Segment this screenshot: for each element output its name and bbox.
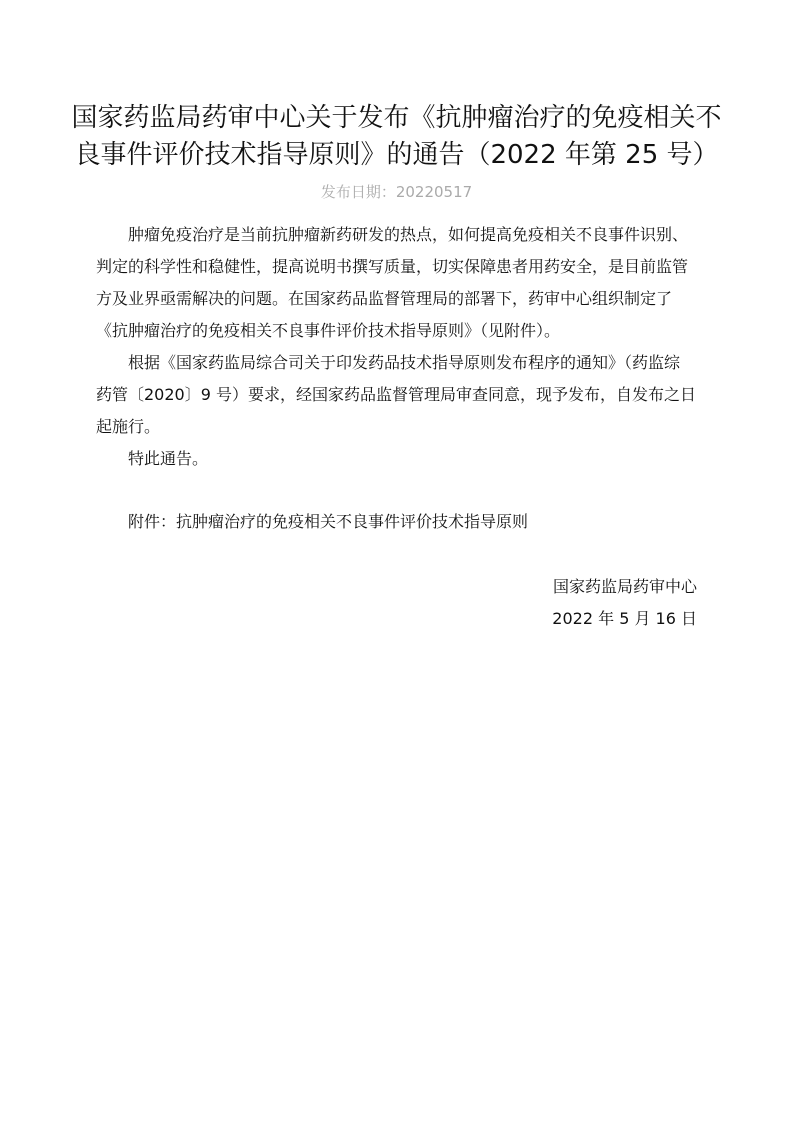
paragraph-3 xyxy=(96,443,701,475)
text-line: 起施行。 xyxy=(96,417,161,436)
signature-date: 2022 年 5 月 16 日 xyxy=(552,609,697,628)
title-line: 良事件评价技术指导原则》的通告（2022 年第 25 号） xyxy=(74,140,719,170)
attachment-line: 附件：抗肿瘤治疗的免疫相关不良事件评价技术指导原则 xyxy=(128,512,529,531)
signature-block xyxy=(552,571,697,635)
text-line: 药管〔2020〕9 号）要求，经国家药品监督管理局审查同意，现予发布，自发布之日 xyxy=(96,385,696,404)
spacer xyxy=(96,475,701,506)
title-line: 国家药监局药审中心关于发布《抗肿瘤治疗的免疫相关不 xyxy=(71,103,722,133)
document-body xyxy=(96,219,701,538)
document-title xyxy=(60,100,733,174)
text-line: 根据《国家药监局综合司关于印发药品技术指导原则发布程序的通知》（药监综 xyxy=(128,353,681,372)
text-line: 方及业界亟需解决的问题。在国家药品监督管理局的部署下，药审中心组织制定了 xyxy=(96,289,673,308)
text-line: 特此通告。 xyxy=(128,449,209,468)
text-line: 《抗肿瘤治疗的免疫相关不良事件评价技术指导原则》（见附件）。 xyxy=(96,321,561,340)
text-line: 肿瘤免疫治疗是当前抗肿瘤新药研发的热点，如何提高免疫相关不良事件识别、 xyxy=(128,225,689,244)
publish-date: 发布日期：20220517 xyxy=(320,183,473,201)
paragraph-2 xyxy=(96,347,701,443)
paragraph-1 xyxy=(96,219,701,347)
text-line: 判定的科学性和稳健性，提高说明书撰写质量，切实保障患者用药安全，是目前监管 xyxy=(96,257,689,276)
signature-org: 国家药监局药审中心 xyxy=(552,577,697,596)
